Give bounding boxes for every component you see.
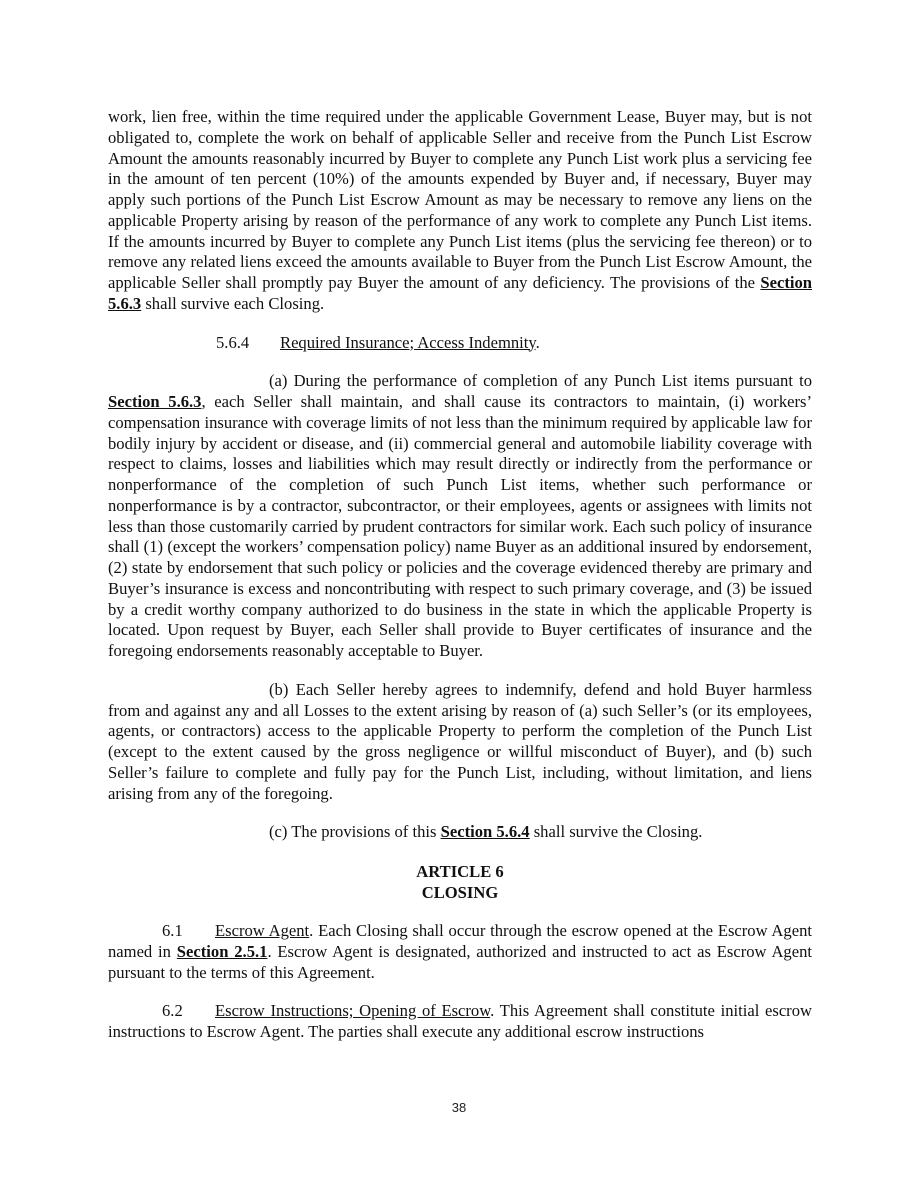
page-number: 38	[451, 1100, 467, 1115]
section-ref-5-6-3: Section 5.6.3	[108, 392, 202, 411]
paragraph-c	[108, 822, 812, 843]
section-5-6-4-heading	[108, 333, 812, 354]
document-page	[108, 107, 812, 1043]
section-6-2-text: . This Agreement shall constitute initial escrow instructions to Escrow Agent. The parties shall execute any additional escrow instructions	[108, 1001, 812, 1041]
section-6-2	[108, 1001, 812, 1043]
continuation-text: work, lien free, within the time required under the applicable Government Lease, Buyer may, but is not obligated to, complete the work on behalf of applicable Seller and receive from the Punch List Escrow Amount the amounts reasonably incurred by Buyer to complete any Punch List work plus a servicing fee in the amount of ten percent (10%) of the amounts expended by Buyer and, if necessary, Buyer may apply such portions of the Punch List Escrow Amount as may be necessary to remove any liens on the applicable Property arising by reason of the performance of any work to complete any Punch List items. If the amounts incurred by Buyer to complete any Punch List items (plus the servicing fee thereon) or to remove any related liens exceed the amounts available to Buyer from the Punch List Escrow Amount, the applicable Seller shall promptly pay Buyer the amount of any deficiency. The provisions of the	[108, 107, 812, 292]
paragraph-a-text-end: , each Seller shall maintain, and shall cause its contractors to maintain, (i) workers’ compensation insurance with coverage limits of not less than the minimum required by applicable law for bodily injury by accident or disease, and (ii) commercial general and automobile liability coverage with respect to claims, losses and liabilities which may result directly or indirectly from the performance or nonperformance of the completion of such Punch List items, whether such performance or nonperformance is by a contractor, subcontractor, or their employees, agents or assignees with limits not less than those customarily carried by prudent contractors for similar work. Each such policy of insurance shall (1) (except the workers’ compensation policy) name Buyer as an additional insured by endorsement, (2) state by endorsement that such policy or policies and the coverage evidenced thereby are primary and Buyer’s insurance is excess and noncontributing with respect to such primary coverage, and (3) be issued by a credit worthy company authorized to do business in the state in which the applicable Property is located. Upon request by Buyer, each Seller shall provide to Buyer certificates of insurance and the foregoing endorsements reasonably acceptable to Buyer.	[108, 392, 812, 660]
article-heading	[108, 861, 812, 903]
continuation-text-end: shall survive each Closing.	[141, 293, 325, 313]
article-title: CLOSING	[421, 883, 499, 902]
paragraph-a-text: (a) During the performance of completion of any Punch List items pursuant to	[269, 371, 812, 391]
section-number: 6.1	[162, 921, 183, 940]
section-ref-2-5-1: Section 2.5.1	[176, 941, 268, 961]
paragraph-c-text-end: shall survive the Closing.	[529, 822, 703, 842]
section-6-1-text: . Each Closing shall occur through the escrow opened at the Escrow Agent named in	[108, 921, 812, 961]
section-title: Escrow Agent	[215, 921, 310, 940]
section-number: 5.6.4	[216, 332, 250, 352]
paragraph-c-text: (c) The provisions of this	[269, 822, 441, 842]
section-title-suffix: .	[535, 332, 540, 352]
article-number: ARTICLE 6	[416, 862, 504, 881]
section-title: Escrow Instructions; Opening of Escrow	[215, 1001, 491, 1021]
section-6-1	[108, 921, 812, 983]
section-title: Required Insurance; Access Indemnity	[280, 332, 536, 352]
continuation-paragraph	[108, 107, 812, 315]
paragraph-a	[108, 371, 812, 662]
section-number: 6.2	[162, 1001, 183, 1021]
section-ref-5-6-3: Section 5.6.3	[108, 273, 812, 313]
section-6-1-text-end: . Escrow Agent is designated, authorized and instructed to act as Escrow Agent pursuant to the terms of this Agreement.	[108, 941, 812, 982]
section-ref-5-6-4: Section 5.6.4	[440, 822, 530, 842]
paragraph-b: (b) Each Seller hereby agrees to indemnify, defend and hold Buyer harmless from and against any and all Losses to the extent arising by reason of (a) such Seller’s (or its employees, agents, or contractors) access to the applicable Property to perform the completion of the Punch List (except to the extent caused by the gross negligence or willful misconduct of Buyer), and (b) such Seller’s failure to complete and fully pay for the Punch List, including, without limitation, and liens arising from any of the foregoing.	[108, 679, 812, 803]
